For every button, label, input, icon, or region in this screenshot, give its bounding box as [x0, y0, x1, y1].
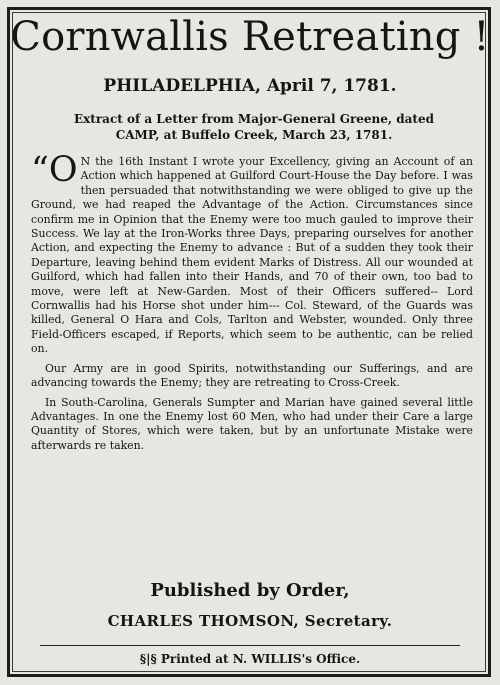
paragraph-1	[31, 150, 473, 357]
dateline: PHILADELPHIA, April 7, 1781.	[103, 76, 397, 96]
paragraph-2: Our Army are in good Spirits, notwithstanding our Sufferings, and are advancing towards the Enemy; they are retreating to Cross-Creek.	[31, 361, 473, 390]
paragraph-1-text: N the 16th Instant I wrote your Excellency, giving an Account of an Action which happened at Guilford Court-House the Day before. I was then persuaded that notwithstanding we were obliged to give up the Ground, we had reaped the Advantage of the Action. Circumstances since confirm me in Opinion that the Enemy were too much gauled to improve their Success. We lay at the Iron-Works three Days, preparing ourselves for another Action, and expecting the Enemy to advance : But of a sudden they took their Departure, leaving behind them evident Marks of Distress. All our wounded at Guilford, which had fallen into their Hands, and 70 of their own, too bad to move, were left at New-Garden. Most of their Officers suffered-- Lord Cornwallis had his Horse shot under him--- Col. Steward, of the Guards was killed, General O Hara and Cols, Tarlton and Webster, wounded. Only three Field-Officers escaped, if Reports, which seem to be authentic, can be relied on.	[31, 155, 473, 356]
headline: Cornwallis Retreating !	[10, 14, 490, 60]
divider-rule	[40, 645, 460, 646]
published-by-order: Published by Order,	[150, 580, 350, 601]
extract-line-1: Extract of a Letter from Major-General Greene, dated	[74, 112, 434, 126]
paragraph-3: In South-Carolina, Generals Sumpter and Marian have gained several little Advantages. In one the Enemy lost 60 Men, who had under their Care a large Quantity of Stores, which were taken, but by an unfortunate Mistake were afterwards re taken.	[31, 395, 473, 452]
letter-body	[31, 150, 473, 458]
drop-cap: “O	[31, 150, 78, 190]
extract-heading	[44, 111, 464, 143]
printer-imprint: §|§ Printed at N. WILLIS's Office.	[139, 652, 361, 666]
extract-line-2: CAMP, at Buffelo Creek, March 23, 1781.	[115, 128, 393, 142]
signer-line: CHARLES THOMSON, Secretary.	[107, 612, 393, 630]
